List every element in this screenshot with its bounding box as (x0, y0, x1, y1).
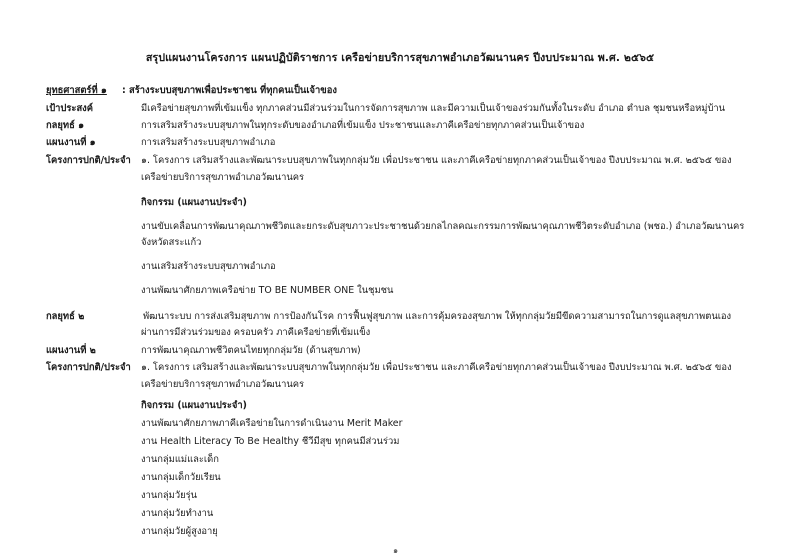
plan2-label: แผนงานที่ ๒ (46, 345, 96, 356)
project1-line2: เครือข่ายบริการสุขภาพอำเภอวัฒนานคร (141, 172, 305, 183)
strategy-label: ยุทธศาสตร์ที่ ๑ (46, 85, 107, 96)
tactic2-line2: ผ่านการมีส่วนร่วมของ ครอบครัว ภาคีเครือข่ายที่เข้มแข็ง (141, 327, 371, 338)
project2-activity-item: งานกลุ่มเด็กวัยเรียน (141, 472, 221, 483)
project2-activity-header: กิจกรรม (แผนงานประจำ) (141, 400, 247, 411)
tactic2-label: กลยุทธ์ ๒ (46, 311, 85, 322)
strategy-text: : สร้างระบบสุขภาพเพื่อประชาชน ที่ทุกคนเป็นเจ้าของ (122, 85, 337, 96)
project2-activity-item: งาน Health Literacy To Be Healthy ชีวีมีสุข ทุกคนมีส่วนร่วม (141, 436, 400, 447)
project2-activity-item: งานกลุ่มวัยทำงาน (141, 508, 214, 519)
tactic1-text: การเสริมสร้างระบบสุขภาพในทุกระดับของอำเภอที่เข้มแข็ง ประชาชนและภาคีเครือข่ายทุกภาคส่วนเป็นเจ้าของ (141, 120, 585, 131)
goal-label: เป้าประสงค์ (46, 103, 94, 114)
project1-line1: ๑. โครงการ เสริมสร้างและพัฒนาระบบสุขภาพในทุกกลุ่มวัย เพื่อประชาชน และภาคีเครือข่ายทุกภาคส่วนเป็นเจ้าของ ปีงบประมาณ พ.ศ. ๒๕๖๕ ของ (141, 155, 732, 166)
project1-activity-header: กิจกรรม (แผนงานประจำ) (141, 197, 247, 208)
project1-activity-3: งานพัฒนาศักยภาพเครือข่าย TO BE NUMBER ONE ในชุมชน (141, 285, 394, 296)
tactic1-label: กลยุทธ์ ๑ (46, 120, 85, 131)
project1-activity-2: งานเสริมสร้างระบบสุขภาพอำเภอ (141, 261, 276, 272)
project2-activity-item: งานกลุ่มแม่และเด็ก (141, 454, 219, 465)
project2-line1: ๑. โครงการ เสริมสร้างและพัฒนาระบบสุขภาพในทุกกลุ่มวัย เพื่อประชาชน และภาคีเครือข่ายทุกภาคส่วนเป็นเจ้าของ ปีงบประมาณ พ.ศ. ๒๕๖๕ ของ (141, 362, 732, 373)
goal-text: มีเครือข่ายสุขภาพที่เข้มแข็ง ทุกภาคส่วนมีส่วนร่วมในการจัดการสุขภาพ และมีความเป็นเจ้าของร่วมกันทั้งในระดับ อำเภอ ตำบล ชุมชนหรือหมู่บ้าน (141, 103, 726, 114)
project1-activity-1-line1: งานขับเคลื่อนการพัฒนาคุณภาพชีวิตและยกระดับสุขภาวะประชาชนด้วยกลไกลคณะกรรมการพัฒนาคุณภาพชีวิตระดับอำเภอ (พชอ.) อำเภอวัฒนานคร (141, 221, 745, 232)
project2-activity-item: งานกลุ่มวัยรุ่น (141, 490, 198, 501)
page-title: สรุปแผนงานโครงการ แผนปฏิบัติราชการ เครือข่ายบริการสุขภาพอำเภอวัฒนานคร ปีงบประมาณ พ.ศ. ๒๕๖๕ (145, 51, 655, 64)
project2-label: โครงการปกติ/ประจำ (46, 362, 131, 373)
plan2-text: การพัฒนาคุณภาพชีวิตคนไทยทุกกลุ่มวัย (ด้านสุขภาพ) (141, 345, 361, 356)
project2-activity-item: งานพัฒนาศักยภาพภาคีเครือข่ายในการดำเนินงาน Merit Maker (141, 418, 403, 429)
project2-activity-item: งานกลุ่มวัยผู้สูงอายุ (141, 526, 218, 537)
tactic2-line1: พัฒนาระบบ การส่งเสริมสุขภาพ การป้องกันโรค การฟื้นฟูสุขภาพ และการคุ้มครองสุขภาพ ให้ทุกกลุ่มวัยมีขีดความสามารถในการดูแลสุขภาพตนเอง (143, 311, 732, 322)
page-number: ๑ (393, 546, 399, 555)
plan1-text: การเสริมสร้างระบบสุขภาพอำเภอ (141, 137, 276, 148)
project1-label: โครงการปกติ/ประจำ (46, 155, 131, 166)
plan1-label: แผนงานที่ ๑ (46, 137, 96, 148)
project2-line2: เครือข่ายบริการสุขภาพอำเภอวัฒนานคร (141, 379, 305, 390)
project1-activity-1-line2: จังหวัดสระแก้ว (141, 237, 202, 248)
